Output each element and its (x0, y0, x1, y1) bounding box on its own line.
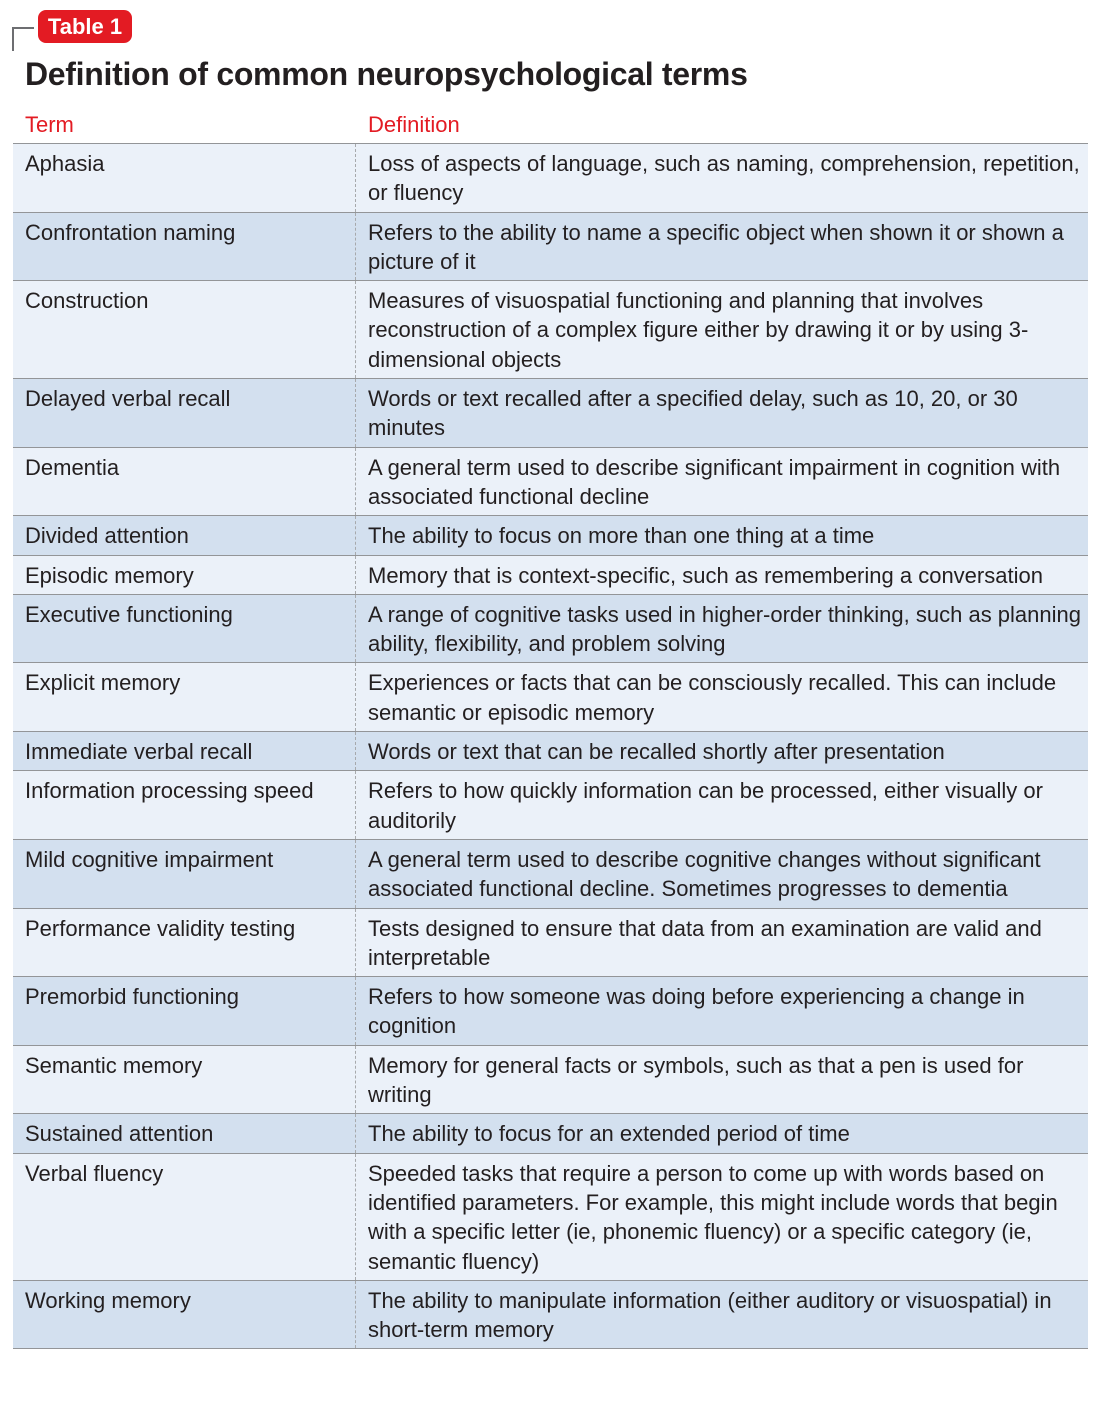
table-row (13, 213, 1088, 282)
definition-cell: The ability to focus for an extended period of time (368, 1121, 850, 1147)
definition-cell: A general term used to describe significant impairment in cognition with associated functional decline (368, 454, 1061, 509)
definition-cell: A general term used to describe cognitive changes without significant associated functional decline. Sometimes progresses to dementia (368, 846, 1041, 902)
term-cell: Performance validity testing (13, 909, 356, 977)
table-header-row (13, 106, 1088, 144)
term-cell: Dementia (13, 448, 356, 516)
definition-cell: Words or text that can be recalled shortly after presentation (368, 739, 945, 765)
table-row (13, 281, 1088, 379)
table-row (13, 977, 1088, 1046)
term-cell: Delayed verbal recall (13, 379, 356, 447)
definition-cell: Words or text recalled after a specified delay, such as 10, 20, or 30 minutes (368, 386, 1018, 441)
table-number-badge: Table 1 (38, 10, 132, 43)
term-cell: Premorbid functioning (13, 977, 356, 1045)
table-row (13, 448, 1088, 517)
definition-cell: Memory for general facts or symbols, such as that a pen is used for writing (368, 1052, 1024, 1108)
definition-cell: Experiences or facts that can be consciously recalled. This can include semantic or episodic memory (368, 670, 1057, 725)
definition-cell: The ability to manipulate information (either auditory or visuospatial) in short-term memory (368, 1287, 1052, 1343)
table-row (13, 909, 1088, 978)
definition-cell: The ability to focus on more than one thing at a time (368, 523, 875, 549)
definition-cell: Loss of aspects of language, such as naming, comprehension, repetition, or fluency (368, 151, 1080, 206)
definition-cell: Measures of visuospatial functioning and planning that involves reconstruction of a complex figure either by drawing it or by using 3-dimensional objects (368, 288, 1029, 372)
table-row (13, 1114, 1088, 1153)
definition-cell: A range of cognitive tasks used in higher-order thinking, such as planning ability, flexibility, and problem solving (368, 601, 1081, 657)
table-row (13, 840, 1088, 909)
definition-cell: Tests designed to ensure that data from an examination are valid and interpretable (368, 915, 1042, 970)
table-row (13, 379, 1088, 448)
table-row (13, 771, 1088, 840)
term-cell: Executive functioning (13, 595, 356, 663)
table-row (13, 516, 1088, 555)
table-row (13, 663, 1088, 732)
table-row (13, 1046, 1088, 1115)
term-cell: Explicit memory (13, 663, 356, 731)
table-row (13, 1154, 1088, 1281)
table-row (13, 732, 1088, 771)
term-cell: Working memory (13, 1281, 356, 1349)
definition-cell: Refers to how someone was doing before experiencing a change in cognition (368, 984, 1025, 1039)
term-cell: Sustained attention (13, 1114, 356, 1152)
term-cell: Immediate verbal recall (13, 732, 356, 770)
header-term: Term (25, 112, 74, 137)
definition-cell: Speeded tasks that require a person to come up with words based on identified parameters. For example, this might include words that begin with a specific letter (ie, phonemic fluency) or a specific category (ie, semantic fluency) (368, 1160, 1058, 1274)
header-definition: Definition (368, 112, 460, 137)
term-cell: Aphasia (13, 144, 356, 212)
term-cell: Divided attention (13, 516, 356, 554)
definition-cell: Refers to the ability to name a specific object when shown it or shown a picture of it (368, 219, 1064, 274)
corner-bracket-decoration (12, 27, 34, 51)
table-row (13, 595, 1088, 664)
term-cell: Semantic memory (13, 1046, 356, 1114)
term-cell: Episodic memory (13, 556, 356, 594)
term-cell: Information processing speed (13, 771, 356, 839)
table-row (13, 144, 1088, 213)
table-title: Definition of common neuropsychological terms (25, 56, 748, 92)
table-row (13, 556, 1088, 595)
term-cell: Confrontation naming (13, 213, 356, 281)
term-cell: Verbal fluency (13, 1154, 356, 1280)
definition-cell: Memory that is context-specific, such as remembering a conversation (368, 562, 1043, 588)
terms-table (13, 106, 1088, 1349)
term-cell: Construction (13, 281, 356, 378)
definition-cell: Refers to how quickly information can be processed, either visually or auditorily (368, 778, 1043, 833)
table-row (13, 1281, 1088, 1350)
term-cell: Mild cognitive impairment (13, 840, 356, 908)
